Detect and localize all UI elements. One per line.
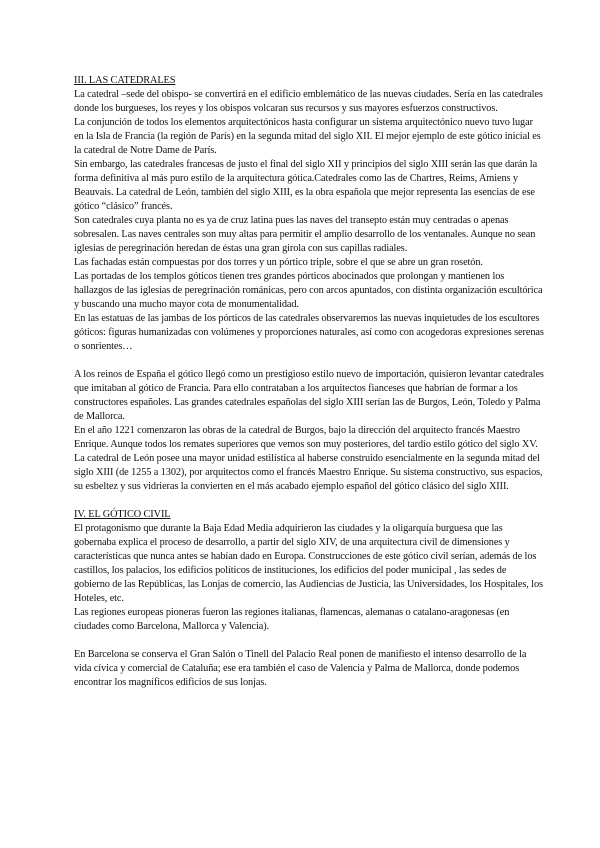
document-page (74, 74, 544, 690)
paragraph: Las portadas de los templos góticos tienen tres grandes pórticos abocinados que prolongan y mantienen los hallazgos de las iglesias de peregrinación románicas, pero con arcos apuntados, con distinta organización escultórica y buscando una mucho mayor cota de monumentalidad. (74, 271, 543, 310)
section-heading-catedrales: III. LAS CATEDRALES (74, 75, 176, 86)
paragraph: La catedral de León posee una mayor unidad estilística al haberse construido esencialmente en la segunda mitad del siglo XIII (de 1255 a 1302), por arquitectos como el francés Maestro Enrique. Su sistema constructivo, sus espacios, su esbeltez y sus vidrieras la convierten en el más acabado ejemplo español del gótico clásico del siglo XIII. (74, 453, 543, 492)
paragraph: La conjunción de todos los elementos arquitectónicos hasta configurar un sistema arquitectónico nuevo tuvo lugar en la Isla de Francia (la región de París) en la segunda mitad del siglo XII. El mejor ejemplo de este gótico inicial es la catedral de Notre Dame de París. (74, 117, 541, 156)
paragraph-gap (74, 354, 544, 368)
paragraph: En las estatuas de las jambas de los pórticos de las catedrales observaremos las nuevas inquietudes de los escultores góticos: figuras humanizadas con volúmenes y proporciones naturales, así como con acogedoras expresiones serenas o sonrientes… (74, 313, 544, 352)
paragraph-gap (74, 494, 544, 508)
paragraph: El protagonismo que durante la Baja Edad Media adquirieron las ciudades y la oligarquía burguesa que las gobernaba explica el proceso de desarrollo, a partir del siglo XIV, de una arquitectura civil de dimensiones y características que nunca antes se habían dado en Europa. Construcciones de este gótico civil serían, además de los castillos, los palacios, los edificios políticos de instituciones, los edificios del poder municipal , las sedes de gobierno de las Repúblicas, las Lonjas de comercio, las Audiencias de Justicia, las Universidades, los Hospitales, los Hoteles, etc. (74, 523, 543, 604)
paragraph: En el año 1221 comenzaron las obras de la catedral de Burgos, bajo la dirección del arquitecto francés Maestro Enrique. Aunque todos los remates superiores que vemos son muy posteriores, del tardío estilo gótico del siglo XV. (74, 425, 538, 450)
paragraph-gap (74, 634, 544, 648)
paragraph: Las regiones europeas pioneras fueron las regiones italianas, flamencas, alemanas o catalano-aragonesas (en ciudades como Barcelona, Mallorca y Valencia). (74, 607, 510, 632)
paragraph: A los reinos de España el gótico llegó como un prestigioso estilo nuevo de importación, quisieron levantar catedrales que imitaban al gótico de Francia. Para ello contrataban a los arquitectos fianceses que habrían de formar a los constructores españoles. Las grandes catedrales españolas del siglo XIII serían las de Burgos, León, Toledo y Palma de Mallorca. (74, 369, 544, 422)
paragraph: Sin embargo, las catedrales francesas de justo el final del siglo XII y principios del siglo XIII serán las que darán la forma definitiva al más puro estilo de la arquitectura gótica.Catedrales como las de Chartres, Reims, Amiens y Beauvais. La catedral de León, también del siglo XIII, es la obra española que mejor representa las esencias de ese gótico “clásico” francés. (74, 159, 538, 212)
paragraph: Las fachadas están compuestas por dos torres y un pórtico triple, sobre el que se abre un gran rosetón. (74, 257, 483, 268)
paragraph: La catedral –sede del obispo- se convertirá en el edificio emblemático de las nuevas ciudades. Sería en las catedrales donde los burgueses, los reyes y los obispos volcaran sus recursos y sus mayores esfuerzos constructivos. (74, 89, 543, 114)
paragraph: En Barcelona se conserva el Gran Salón o Tinell del Palacio Real ponen de manifiesto el intenso desarrollo de la vida cívica y comercial de Cataluña; ese era también el caso de Valencia y Palma de Mallorca, donde podemos encontrar los magníficos edificios de sus lonjas. (74, 649, 527, 688)
paragraph: Son catedrales cuya planta no es ya de cruz latina pues las naves del transepto están muy centradas o apenas sobresalen. Las naves centrales son muy altas para permitir el amplio desarrollo de los ventanales. Aunque no sean iglesias de peregrinación heredan de éstas una gran girola con sus capillas radiales. (74, 215, 536, 254)
section-heading-gotico-civil: IV. EL GÓTICO CIVIL (74, 509, 171, 520)
